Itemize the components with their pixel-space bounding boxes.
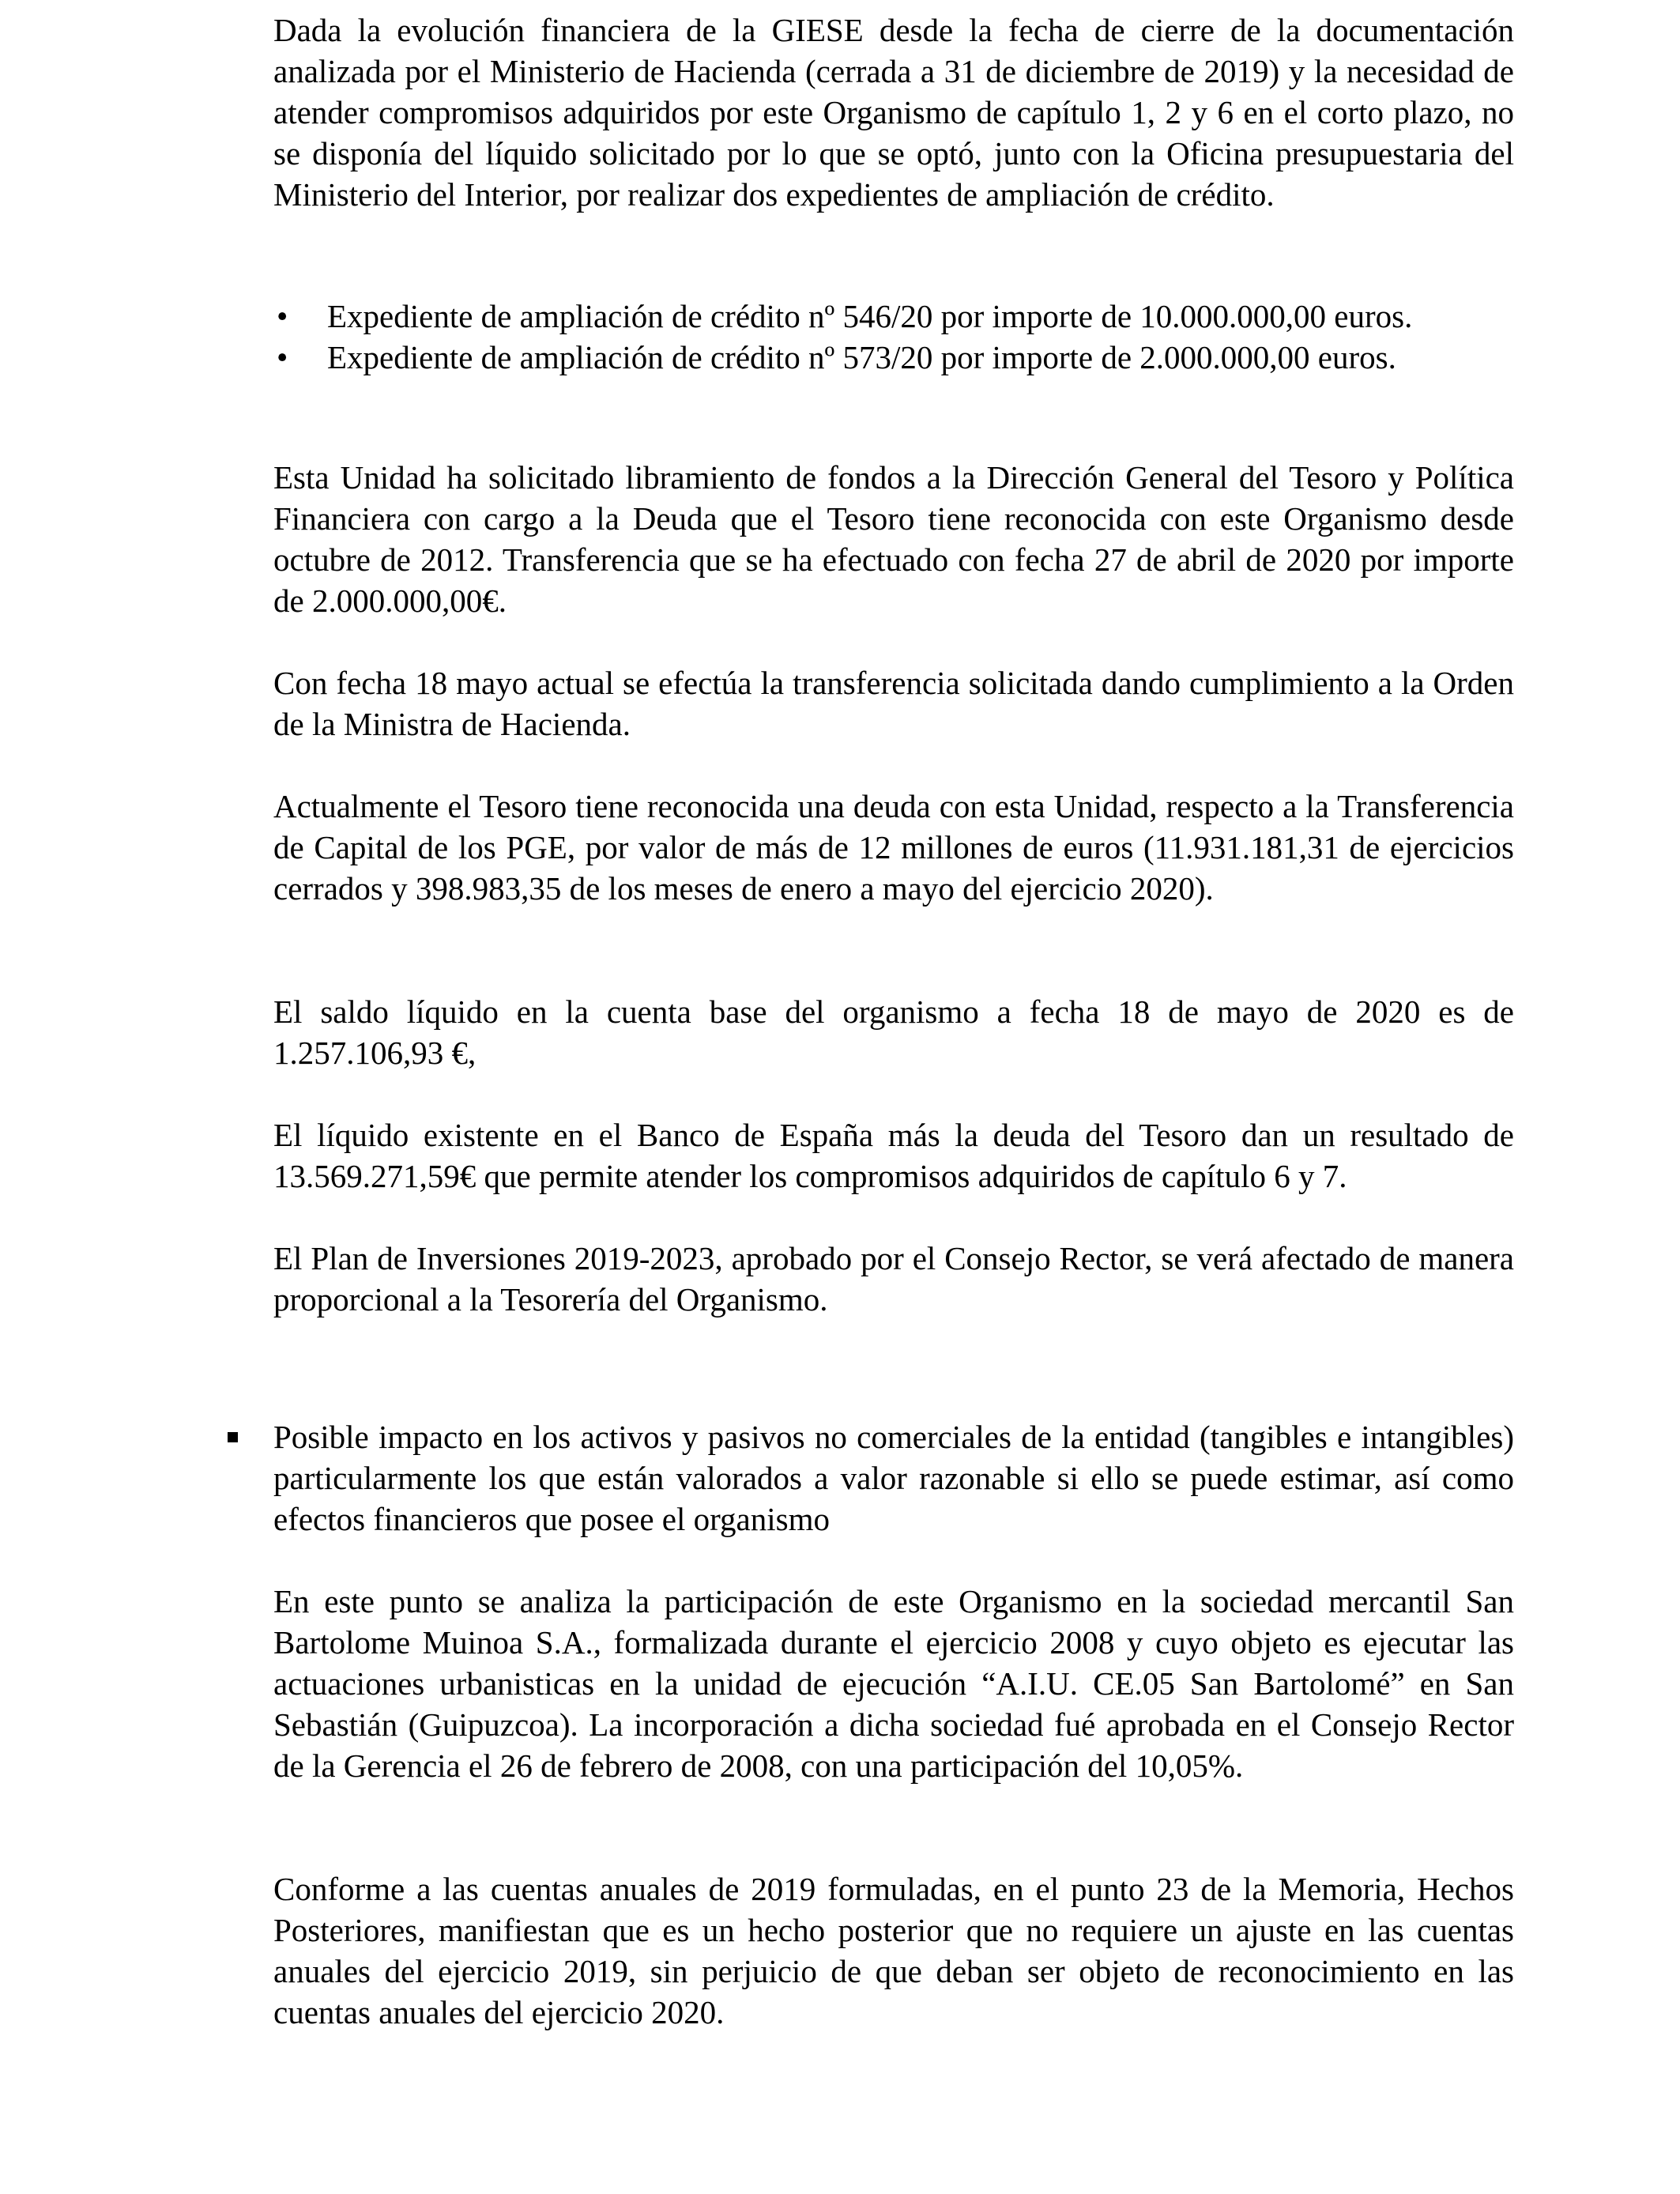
bullet-marker: •: [277, 298, 288, 334]
section-heading: Posible impacto en los activos y pasivos no comerciales de la entidad (tangibles e intangibles) particularmente los que están valorados a valor razonable si ello se puede estimar, así como efectos financieros que posee el organismo: [273, 1419, 1514, 1537]
square-bullet-icon: [228, 1432, 238, 1442]
paragraph-participacion-sociedad: En este punto se analiza la participación de este Organismo en la sociedad mercantil San Bartolome Muinoa S.A., formalizada durante el ejercicio 2008 y cuyo objeto es ejecutar las actuaciones urbanisticas en la unidad de ejecución “A.I.U. CE.05 San Bartolomé” en San Sebastián (Guipuzcoa). La incorporación a dicha sociedad fué aprobada en el Consejo Rector de la Gerencia el 26 de febrero de 2008, con una participación del 10,05%.: [273, 1583, 1514, 1784]
list-item: [273, 337, 1514, 378]
paragraph-saldo-liquido: El saldo líquido en la cuenta base del organismo a fecha 18 de mayo de 2020 es de 1.257.106,93 €,: [273, 993, 1514, 1071]
list-item: [273, 296, 1514, 337]
paragraph-evolucion-financiera: Dada la evolución financiera de la GIESE desde la fecha de cierre de la documentación analizada por el Ministerio de Hacienda (cerrada a 31 de diciembre de 2019) y la necesidad de atender compromisos adquiridos por este Organismo de capítulo 1, 2 y 6 en el corto plazo, no se disponía del líquido solicitado por lo que se optó, junto con la Oficina presupuestaria del Ministerio del Interior, por realizar dos expedientes de ampliación de crédito.: [273, 12, 1514, 213]
expedientes-list: [273, 296, 1514, 378]
paragraph-libramiento-fondos: Esta Unidad ha solicitado libramiento de fondos a la Dirección General del Tesoro y Política Financiera con cargo a la Deuda que el Tesoro tiene reconocida con este Organismo desde octubre de 2012. Transferencia que se ha efectuado con fecha 27 de abril de 2020 por importe de 2.000.000,00€.: [273, 459, 1514, 619]
paragraph-liquido-existente: El líquido existente en el Banco de España más la deuda del Tesoro dan un resultado de 13.569.271,59€ que permite atender los compromisos adquiridos de capítulo 6 y 7.: [273, 1117, 1514, 1194]
paragraph-plan-inversiones: El Plan de Inversiones 2019-2023, aprobado por el Consejo Rector, se verá afectado de manera proporcional a la Tesorería del Organismo.: [273, 1240, 1514, 1318]
paragraph-cuentas-anuales: Conforme a las cuentas anuales de 2019 formuladas, en el punto 23 de la Memoria, Hechos Posteriores, manifiestan que es un hecho posterior que no requiere un ajuste en las cuentas anuales del ejercicio 2019, sin perjuicio de que deban ser objeto de reconocimiento en las cuentas anuales del ejercicio 2020.: [273, 1871, 1514, 2030]
paragraph-transferencia-mayo: Con fecha 18 mayo actual se efectúa la transferencia solicitada dando cumplimiento a la Orden de la Ministra de Hacienda.: [273, 665, 1514, 742]
list-item-text: Expediente de ampliación de crédito nº 573/20 por importe de 2.000.000,00 euros.: [327, 339, 1396, 375]
section-impacto-activos: [273, 1416, 1514, 1540]
paragraph-deuda-tesoro: Actualmente el Tesoro tiene reconocida una deuda con esta Unidad, respecto a la Transferencia de Capital de los PGE, por valor de más de 12 millones de euros (11.931.181,31 de ejercicios cerrados y 398.983,35 de los meses de enero a mayo del ejercicio 2020).: [273, 788, 1514, 907]
bullet-marker: •: [277, 339, 288, 375]
list-item-text: Expediente de ampliación de crédito nº 546/20 por importe de 10.000.000,00 euros.: [327, 298, 1413, 334]
